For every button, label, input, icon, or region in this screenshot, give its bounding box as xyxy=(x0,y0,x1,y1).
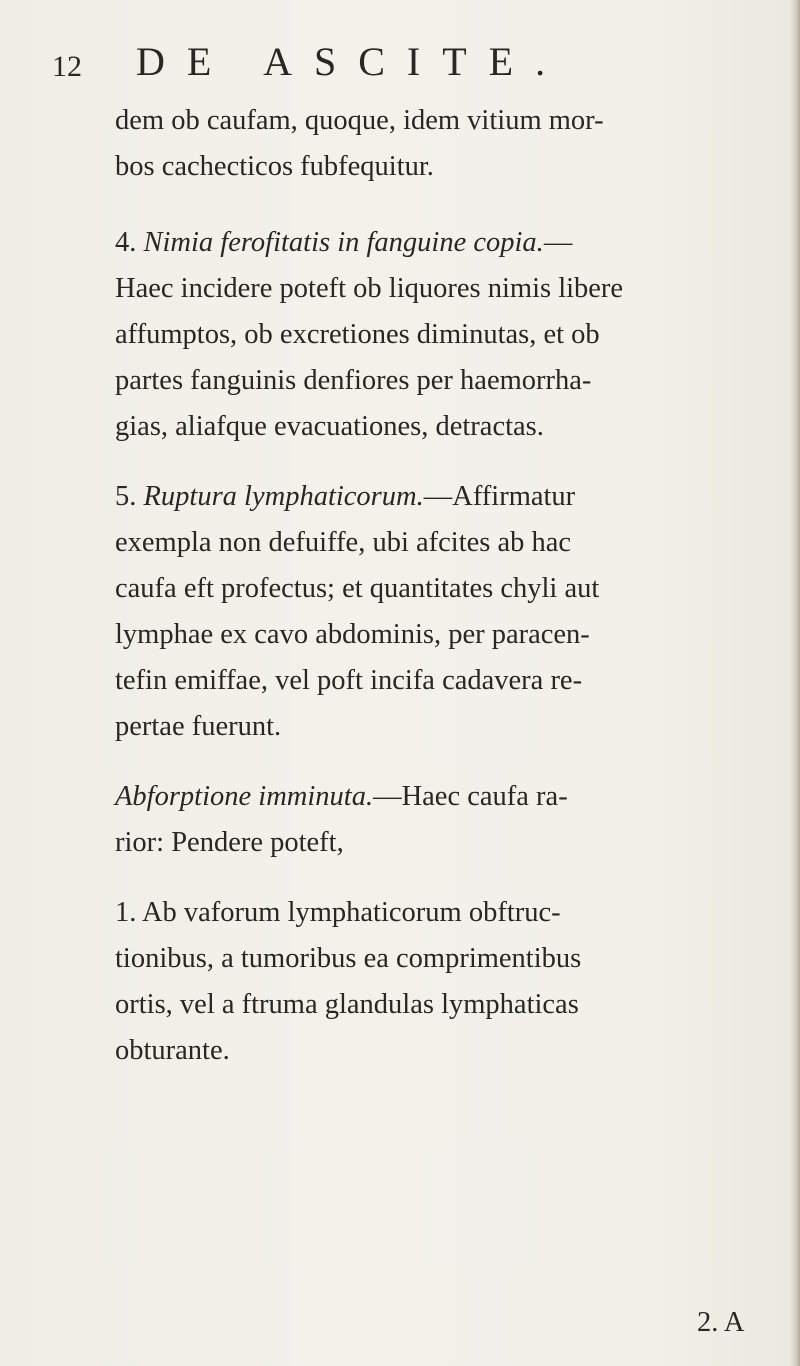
text-line: exempla non defuiffe, ubi afcites ab hac xyxy=(115,527,572,558)
text-line xyxy=(115,220,765,266)
text-line: dem ob caufam, quoque, idem vitium mor- xyxy=(115,105,604,136)
text-line: affumptos, ob excretiones diminutas, et ob xyxy=(115,319,600,350)
section-number: 4. xyxy=(115,227,137,258)
text-line xyxy=(115,774,765,820)
running-head: DE ASCITE. xyxy=(136,39,568,84)
text-line: pertae fuerunt. xyxy=(115,711,282,742)
catchword: 2. A xyxy=(697,1307,745,1338)
page-edge-shadow xyxy=(790,0,800,1366)
text-line: ortis, vel a ftruma glandulas lymphaticas xyxy=(115,989,579,1020)
section-title: Ruptura lymphaticorum. xyxy=(143,481,424,512)
paragraph-2 xyxy=(115,220,765,450)
section-title: Nimia ferofitatis in fanguine copia. xyxy=(143,227,544,258)
text-line: gias, aliafque evacuationes, detractas. xyxy=(115,411,544,442)
paragraph-5 xyxy=(115,890,765,1074)
item-number: 1. xyxy=(115,897,137,928)
text-line: partes fanguinis denfiores per haemorrha- xyxy=(115,365,592,396)
paragraph-3 xyxy=(115,474,765,750)
section-title: Abforptione imminuta. xyxy=(115,781,374,812)
text-line xyxy=(115,890,765,936)
section-number: 5. xyxy=(115,481,137,512)
text-line: Haec incidere poteft ob liquores nimis libere xyxy=(115,273,624,304)
text-line: obturante. xyxy=(115,1035,230,1066)
page-body xyxy=(115,98,765,1074)
paragraph-1 xyxy=(115,98,765,190)
paragraph-4 xyxy=(115,774,765,866)
text-line xyxy=(115,474,765,520)
text-line: rior: Pendere poteft, xyxy=(115,827,344,858)
em-dash: — xyxy=(543,227,573,258)
text-line: lymphae ex cavo abdominis, per paracen- xyxy=(115,619,590,650)
text-run: —Haec caufa ra- xyxy=(373,781,568,812)
text-line: tefin emiffae, vel poft incifa cadavera re- xyxy=(115,665,583,696)
page-header xyxy=(52,38,752,88)
text-run: Ab vaforum lymphaticorum obftruc- xyxy=(141,897,561,928)
page-number: 12 xyxy=(52,50,82,83)
text-line: tionibus, a tumoribus ea comprimentibus xyxy=(115,943,582,974)
text-line: caufa eft profectus; et quantitates chyli aut xyxy=(115,573,600,604)
text-run: —Affirmatur xyxy=(423,481,576,512)
text-line: bos cachecticos fubfequitur. xyxy=(115,151,434,182)
